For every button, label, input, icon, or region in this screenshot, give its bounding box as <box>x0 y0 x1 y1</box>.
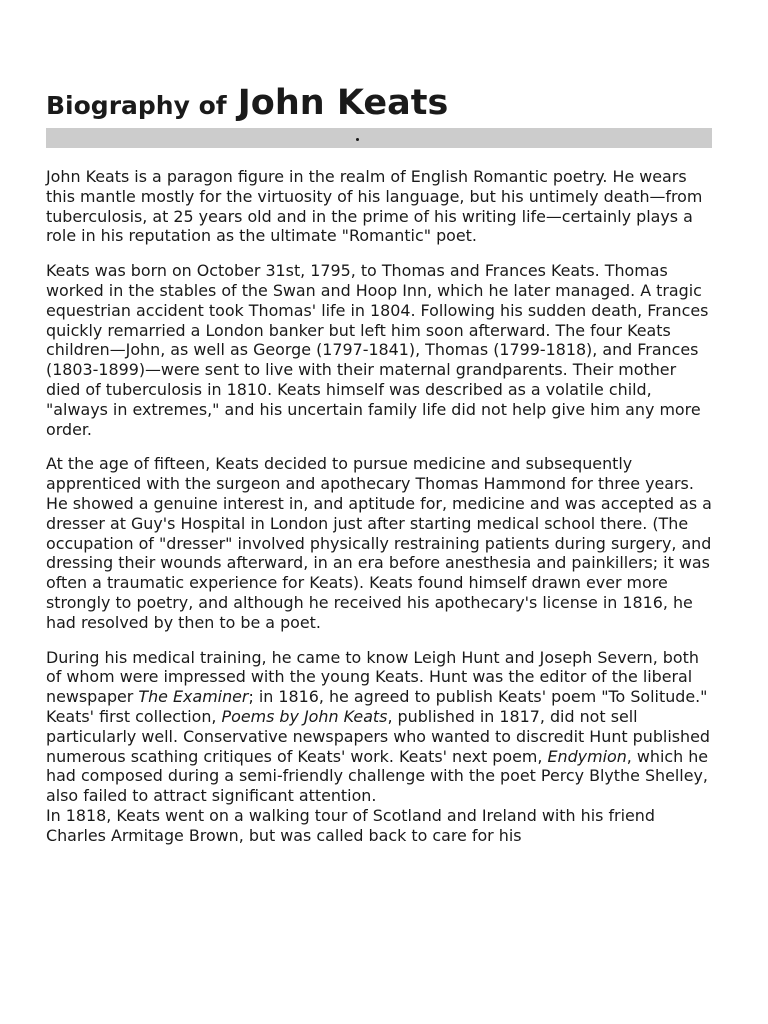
title-the-examiner: The Examiner <box>138 687 249 707</box>
career-text-1: During his medical training, he came to know Leigh Hunt and Joseph Severn, both of whom were impressed with the young Keats. Hunt was the editor of the liberal newspaper <box>46 647 699 707</box>
career-text-4: , which he had composed during a semi-friendly challenge with the poet Percy Blythe Shelley, also failed to attract significant attention. <box>46 746 709 806</box>
title-poems-by-john-keats: Poems by John Keats <box>221 706 388 726</box>
paragraph-medicine: At the age of fifteen, Keats decided to pursue medicine and subsequently apprenticed with the surgeon and apothecary Thomas Hammond for three years. He showed a genuine interest in, and aptitude for, medicine and was accepted as a dresser at Guy's Hospital in London just after starting medical school there. (The occupation of "dresser" involved physically restraining patients during surgery, and dressing their wounds afterward, in an era before anesthesia and painkillers; it was often a traumatic experience for Keats). Keats found himself drawn ever more strongly to poetry, and although he received his apothecary's license in 1816, he had resolved by then to be a poet. <box>46 454 712 632</box>
title-name: John Keats <box>237 83 449 123</box>
paragraph-career <box>46 648 714 806</box>
page-title <box>46 83 714 128</box>
bullet-dot <box>356 138 359 141</box>
career-text-3: , published in 1817, did not sell particularly well. Conservative newspapers who wanted to discredit Hunt published numerous scathing critiques of Keats' work. Keats' next poem, <box>46 706 710 766</box>
title-prefix: Biography of <box>46 91 227 120</box>
paragraph-early-life: Keats was born on October 31st, 1795, to Thomas and Frances Keats. Thomas worked in the stables of the Swan and Hoop Inn, which he later managed. A tragic equestrian accident took Thomas' life in 1804. Following his sudden death, Frances quickly remarried a London banker but left him soon afterward. The four Keats children—John, as well as George (1797-1841), Thomas (1799-1818), and Frances (1803-1899)—were sent to live with their maternal grandparents. Their mother died of tuberculosis in 1810. Keats himself was described as a volatile child, "always in extremes," and his uncertain family life did not help give him any more order. <box>46 261 709 439</box>
paragraph-intro: John Keats is a paragon figure in the realm of English Romantic poetry. He wears this mantle mostly for the virtuosity of his language, but his untimely death—from tuberculosis, at 25 years old and in the prime of his writing life—certainly plays a role in his reputation as the ultimate "Romantic" poet. <box>46 167 703 246</box>
biography-body <box>46 167 714 846</box>
document-page <box>46 83 714 846</box>
title-endymion: Endymion <box>547 746 627 766</box>
career-text-2: ; in 1816, he agreed to publish Keats' poem "To Solitude." Keats' first collection, <box>46 687 708 726</box>
paragraph-walking-tour: In 1818, Keats went on a walking tour of Scotland and Ireland with his friend Charles Armitage Brown, but was called back to care for his <box>46 805 655 845</box>
title-underline-bar <box>46 128 712 148</box>
